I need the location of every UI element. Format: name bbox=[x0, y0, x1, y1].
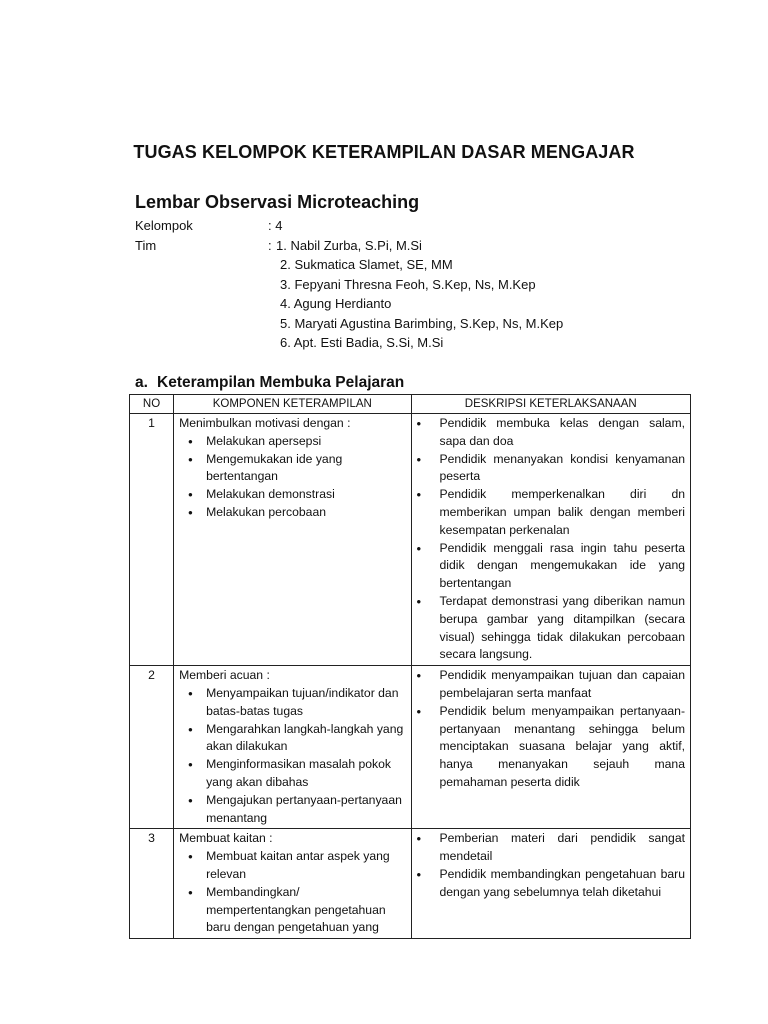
team-member: 2. Sukmatica Slamet, SE, MM bbox=[280, 257, 453, 272]
description-list bbox=[417, 667, 686, 792]
team-member: 5. Maryati Agustina Barimbing, S.Kep, Ns, M.Kep bbox=[280, 315, 564, 331]
component-cell bbox=[174, 829, 411, 939]
header-description: DESKRIPSI KETERLAKSANAAN bbox=[411, 395, 691, 414]
description-cell bbox=[411, 666, 691, 829]
document-subtitle: Lembar Observasi Microteaching bbox=[135, 192, 420, 212]
team-member: 6. Apt. Esti Badia, S.Si, M.Si bbox=[280, 335, 444, 350]
description-item: • Pendidik menyampaikan tujuan dan capaian pembelajaran serta manfaat bbox=[440, 667, 686, 703]
component-heading: Membuat kaitan : bbox=[179, 831, 273, 846]
description-item: • Pendidik menanyakan kondisi kenyamanan peserta bbox=[440, 451, 686, 487]
kelompok-label: Kelompok bbox=[135, 218, 193, 233]
header-component: KOMPONEN KETERAMPILAN bbox=[174, 395, 411, 414]
group-info bbox=[135, 216, 563, 353]
component-item: • Menyampaikan tujuan/indikator dan batas-batas tugas bbox=[206, 685, 405, 721]
description-item: • Terdapat demonstrasi yang diberikan namun berupa gambar yang ditampilkan (secara visual) sehingga tidak dilakukan percobaan secara langsung. bbox=[440, 593, 686, 664]
section-heading bbox=[135, 374, 404, 392]
component-item: • Mengajukan pertanyaan-pertanyaan menantang bbox=[206, 792, 405, 828]
team-list bbox=[276, 236, 563, 353]
table-row bbox=[130, 414, 691, 666]
component-item: • Mengemukakan ide yang bertentangan bbox=[206, 451, 405, 487]
observation-table bbox=[129, 394, 691, 939]
row-number: 1 bbox=[130, 414, 174, 666]
row-number: 2 bbox=[130, 666, 174, 829]
kelompok-value: : 4 bbox=[268, 218, 283, 233]
component-cell bbox=[174, 666, 411, 829]
component-item: • Membuat kaitan antar aspek yang relevan bbox=[206, 848, 405, 884]
table-row bbox=[130, 666, 691, 829]
tim-row bbox=[135, 236, 563, 353]
component-item: • Melakukan demonstrasi bbox=[206, 486, 405, 504]
description-item: • Pendidik membuka kelas dengan salam, sapa dan doa bbox=[440, 415, 686, 451]
document-title: TUGAS KELOMPOK KETERAMPILAN DASAR MENGAJAR bbox=[133, 142, 635, 162]
component-bullets bbox=[179, 685, 405, 827]
team-member: 4. Agung Herdianto bbox=[280, 296, 392, 311]
section-letter: a. bbox=[135, 374, 148, 391]
description-item: • Pendidik membandingkan pengetahuan baru dengan yang sebelumnya telah diketahui bbox=[440, 866, 686, 902]
description-item: • Pendidik memperkenalkan diri dn memberikan umpan balik dengan memberi kesempatan perkenalan bbox=[440, 486, 686, 539]
component-item: • Melakukan percobaan bbox=[206, 504, 405, 522]
component-item: • Membandingkan/ mempertentangkan pengetahuan baru dengan pengetahuan yang bbox=[206, 884, 405, 937]
tim-label: Tim bbox=[135, 237, 157, 253]
description-item: • Pemberian materi dari pendidik sangat mendetail bbox=[440, 830, 686, 866]
team-member: 3. Fepyani Thresna Feoh, S.Kep, Ns, M.Kep bbox=[280, 276, 536, 292]
description-cell bbox=[411, 829, 691, 939]
description-list bbox=[417, 830, 686, 901]
header-no: NO bbox=[130, 395, 174, 414]
component-item: • Menginformasikan masalah pokok yang akan dibahas bbox=[206, 756, 405, 792]
component-heading: Menimbulkan motivasi dengan : bbox=[179, 416, 351, 430]
description-cell bbox=[411, 414, 691, 666]
component-heading: Memberi acuan : bbox=[179, 668, 270, 683]
description-item: • Pendidik menggali rasa ingin tahu peserta didik dengan mengemukakan ide yang bertentangan bbox=[440, 540, 686, 593]
component-bullets bbox=[179, 848, 405, 937]
description-item: • Pendidik belum menyampaikan pertanyaan-pertanyaan menantang sehingga belum menciptakan suasana belajar yang aktif, hanya menanyakan sejauh mana pemahaman peserta didik bbox=[440, 703, 686, 792]
component-cell bbox=[174, 414, 411, 666]
team-member: 1. Nabil Zurba, S.Pi, M.Si bbox=[276, 237, 422, 253]
kelompok-row bbox=[135, 216, 563, 236]
section-title: Keterampilan Membuka Pelajaran bbox=[157, 374, 405, 391]
tim-colon: : bbox=[268, 237, 272, 253]
component-bullets bbox=[179, 433, 405, 522]
description-list bbox=[417, 415, 686, 664]
component-item: • Melakukan apersepsi bbox=[206, 433, 405, 451]
component-item: • Mengarahkan langkah-langkah yang akan dilakukan bbox=[206, 721, 405, 757]
row-number: 3 bbox=[130, 829, 174, 939]
table-header-row bbox=[130, 395, 691, 414]
table-row bbox=[130, 829, 691, 939]
